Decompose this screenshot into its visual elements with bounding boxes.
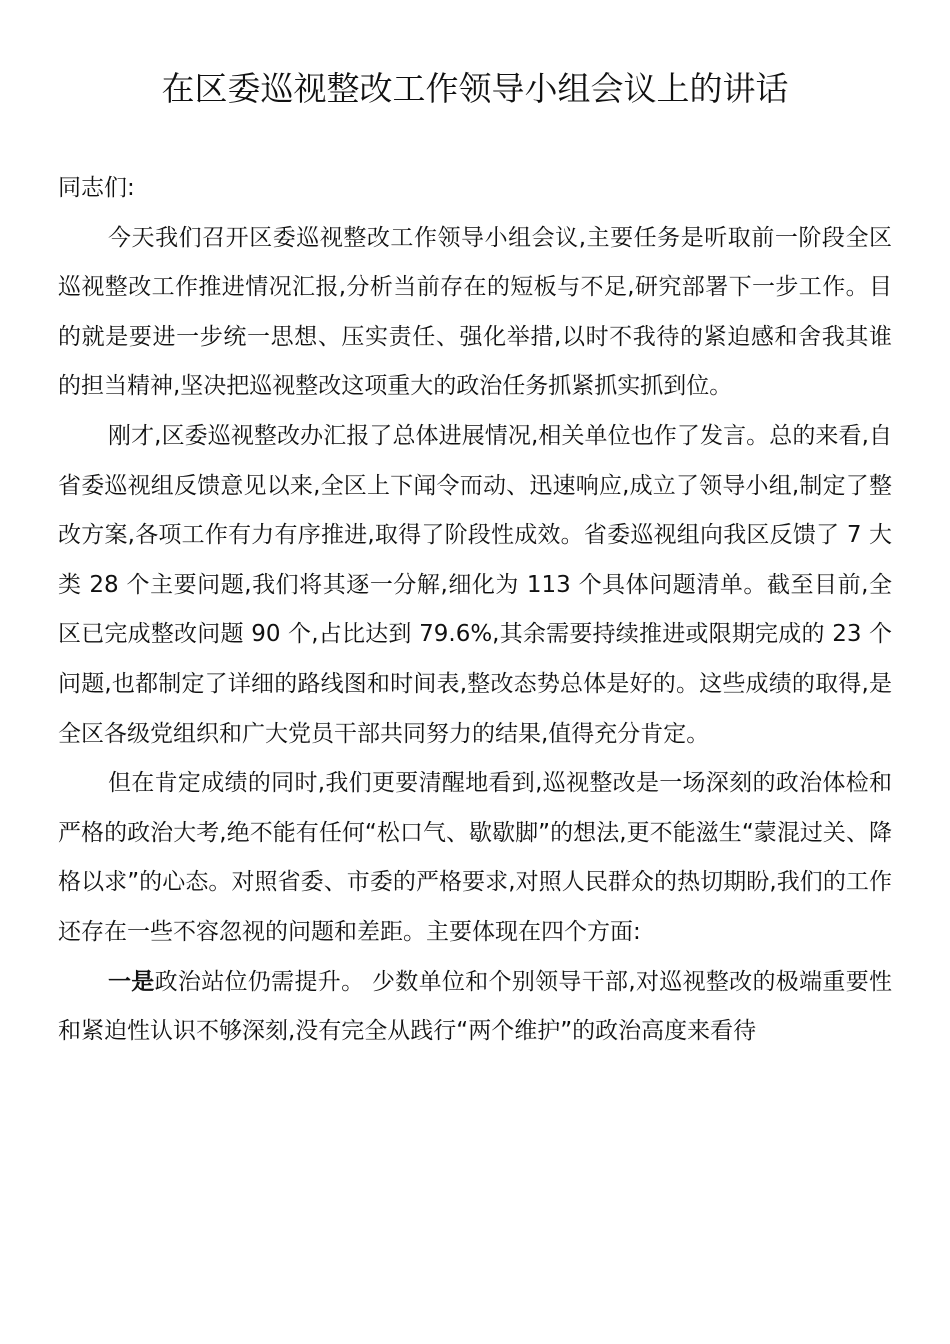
point-one-text: 少数单位和个别领导干部,对巡视整改的极端重要性和紧迫性认识不够深刻,没有完全从践行“两个维护”的政治高度来看待: [58, 968, 893, 1045]
salutation: 同志们:: [58, 175, 135, 201]
paragraph-problems: 但在肯定成绩的同时,我们更要清醒地看到,巡视整改是一场深刻的政治体检和严格的政治大考,绝不能有任何“松口气、歇歇脚”的想法,更不能滋生“蒙混过关、降格以求”的心态。对照省委、市委的严格要求,对照人民群众的热切期盼,我们的工作还存在一些不容忽视的问题和差距。主要体现在四个方面:: [58, 770, 892, 945]
document-body: [58, 164, 892, 1057]
point-one-heading: 政治站位仍需提升。: [154, 968, 365, 995]
paragraph-progress: 刚才,区委巡视整改办汇报了总体进展情况,相关单位也作了发言。总的来看,自省委巡视组反馈意见以来,全区上下闻令而动、迅速响应,成立了领导小组,制定了整改方案,各项工作有力有序推进,取得了阶段性成效。省委巡视组向我区反馈了 7 大类 28 个主要问题,我们将其逐一分解,细化为 113 个具体问题清单。截至目前,全区已完成整改问题 90 个,占比达到 79.6%,其余需要持续推进或限期完成的 23 个问题,也都制定了详细的路线图和时间表,整改态势总体是好的。这些成绩的取得,是全区各级党组织和广大党员干部共同努力的结果,值得充分肯定。: [58, 422, 892, 747]
paragraph-point-one: [58, 958, 892, 1057]
point-one-lead: 一是: [108, 968, 155, 995]
paragraph-opening: 今天我们召开区委巡视整改工作领导小组会议,主要任务是听取前一阶段全区巡视整改工作推进情况汇报,分析当前存在的短板与不足,研究部署下一步工作。目的就是要进一步统一思想、压实责任、强化举措,以时不我待的紧迫感和舍我其谁的担当精神,坚决把巡视整改这项重大的政治任务抓紧抓实抓到位。: [58, 224, 892, 400]
document-title: 在区委巡视整改工作领导小组会议上的讲话: [161, 69, 789, 108]
